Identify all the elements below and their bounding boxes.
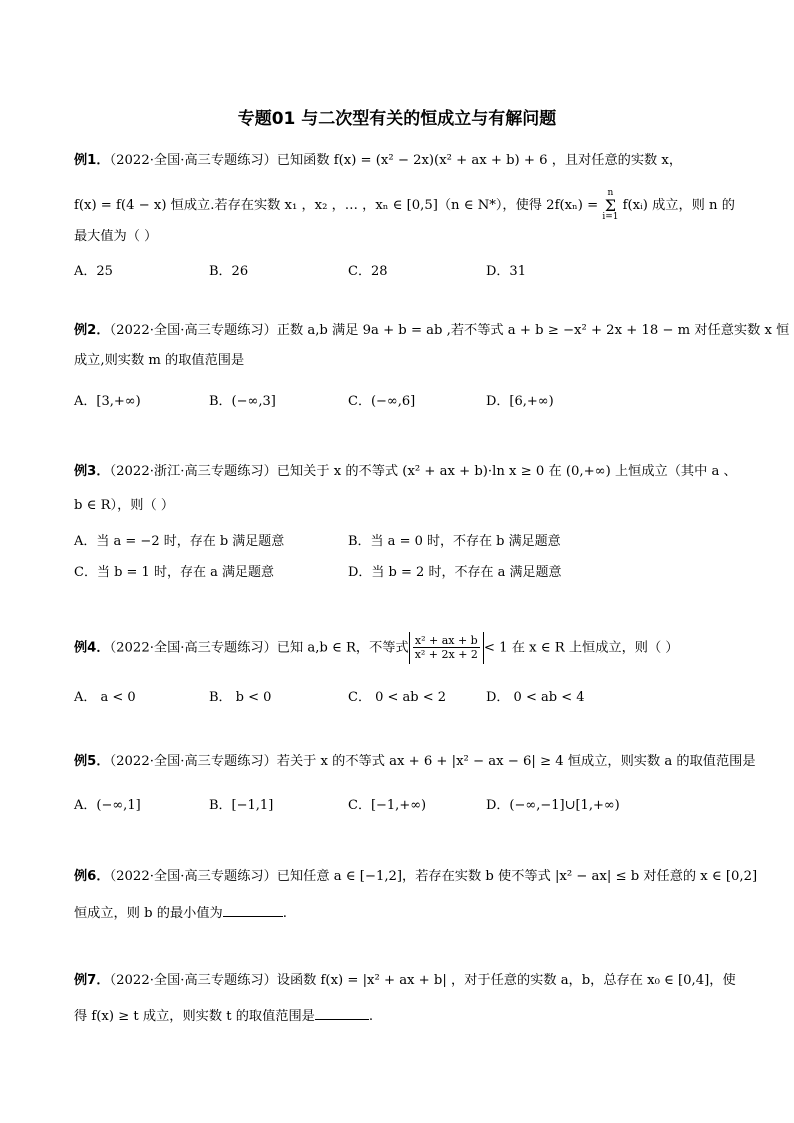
- question-3-text-1: 已知关于 x 的不等式 (x² + ax + b)·ln x ≥ 0 在 (0,+∞) 上恒成立（其中 a 、: [276, 464, 737, 479]
- question-1-text-1: 已知函数 f(x) = (x² − 2x)(x² + ax + b) + 6 ，且对任意的实数 x，: [276, 153, 683, 168]
- question-2-source: （2022·全国·高三专题练习）: [109, 323, 277, 338]
- question-4-source: （2022·全国·高三专题练习）: [109, 640, 277, 656]
- absolute-value-fraction: [409, 632, 484, 664]
- question-2-line-1: [74, 321, 789, 341]
- question-7-line-2: [74, 1007, 373, 1027]
- question-1-label: 例1．: [74, 153, 110, 168]
- question-3-source: （2022·浙江·高三专题练习）: [109, 464, 277, 479]
- question-5-label: 例5．: [74, 754, 110, 769]
- question-4-option-a: A． a < 0: [74, 690, 136, 705]
- question-3-option-c: C．当 b = 1 时，存在 a 满足题意: [74, 565, 274, 580]
- question-1-option-b: B．26: [209, 264, 249, 279]
- question-6-text-2: 恒成立，则 b 的最小值为: [74, 906, 223, 921]
- question-3-option-b: B．当 a = 0 时，不存在 b 满足题意: [348, 534, 561, 549]
- question-2-option-b: B．(−∞,3]: [209, 394, 276, 409]
- question-1-option-a: A．25: [74, 264, 113, 279]
- question-3-option-d: D．当 b = 2 时，不存在 a 满足题意: [348, 565, 562, 580]
- question-4-text-1a: 已知 a,b ∈ R，不等式: [276, 640, 409, 656]
- question-1-line-1: [74, 151, 682, 171]
- question-4-option-b: B． b < 0: [209, 690, 272, 705]
- question-1-text-2a: f(x) = f(4 − x) 恒成立.若存在实数 x₁ ，x₂ ，… ，xₙ ∈ [0,5]（n ∈ N*），使得 2f(xₙ) =: [74, 198, 603, 213]
- question-1-source: （2022·全国·高三专题练习）: [109, 153, 277, 168]
- question-1-line-3: 最大值为（ ）: [74, 229, 158, 244]
- question-3-line-1: [74, 462, 737, 482]
- sum-lower: i=1: [602, 212, 619, 222]
- question-6-line-2: [74, 904, 287, 924]
- question-6-label: 例6．: [74, 869, 110, 884]
- fraction-denominator: x² + 2x + 2: [414, 648, 478, 661]
- question-2-label: 例2．: [74, 323, 110, 338]
- question-7-source: （2022·全国·高三专题练习）: [109, 973, 277, 988]
- answer-blank[interactable]: [223, 904, 283, 917]
- question-5-text-1: 若关于 x 的不等式 ax + 6 + |x² − ax − 6| ≥ 4 恒成立，则实数 a 的取值范围是: [276, 754, 756, 769]
- page-title: 专题01 与二次型有关的恒成立与有解问题: [237, 109, 557, 129]
- question-5-option-a: A．(−∞,1]: [74, 798, 141, 813]
- question-3-option-a: A．当 a = −2 时，存在 b 满足题意: [74, 534, 285, 549]
- question-6-line-1: [74, 867, 757, 887]
- question-7-label: 例7．: [74, 973, 110, 988]
- answer-blank[interactable]: [315, 1007, 369, 1020]
- sum-upper: n: [607, 188, 614, 198]
- summation-symbol: n Σ i=1: [602, 188, 619, 222]
- question-2-option-d: D．[6,+∞): [486, 394, 554, 409]
- question-4-line-1: [74, 632, 679, 665]
- question-4-option-c: C． 0 < ab < 2: [348, 690, 447, 705]
- question-3-line-2: b ∈ R），则（ ）: [74, 498, 175, 513]
- question-6-text-1: 已知任意 a ∈ [−1,2]，若存在实数 b 使不等式 |x² − ax| ≤ b 对任意的 x ∈ [0,2]: [276, 869, 758, 884]
- question-7-text-1: 设函数 f(x) = |x² + ax + b| ，对于任意的实数 a，b，总存在 x₀ ∈ [0,4]，使: [276, 973, 736, 988]
- question-5-option-c: C．[−1,+∞): [348, 798, 427, 813]
- question-1-option-d: D．31: [486, 264, 526, 279]
- question-6-end: .: [282, 906, 287, 921]
- question-4-label: 例4．: [74, 640, 110, 656]
- question-1-option-c: C．28: [348, 264, 388, 279]
- question-7-text-2: 得 f(x) ≥ t 成立，则实数 t 的取值范围是: [74, 1009, 315, 1024]
- question-1-line-2: [74, 189, 735, 222]
- question-4-option-d: D． 0 < ab < 4: [486, 690, 585, 705]
- question-2-option-c: C．(−∞,6]: [348, 394, 416, 409]
- question-5-option-b: B．[−1,1]: [209, 798, 274, 813]
- question-3-label: 例3．: [74, 464, 110, 479]
- question-5-line-1: [74, 752, 756, 772]
- question-1-text-2b: f(xᵢ) 成立，则 n 的: [618, 198, 735, 213]
- question-6-source: （2022·全国·高三专题练习）: [109, 869, 277, 884]
- fraction-numerator: x² + ax + b: [413, 634, 480, 648]
- question-5-source: （2022·全国·高三专题练习）: [109, 754, 277, 769]
- question-5-option-d: D．(−∞,−1]∪[1,+∞): [486, 798, 620, 813]
- question-2-line-2: 成立,则实数 m 的取值范围是: [74, 353, 245, 368]
- fraction: [413, 634, 480, 661]
- question-2-option-a: A．[3,+∞): [74, 394, 141, 409]
- question-7-end: .: [368, 1009, 374, 1024]
- question-7-line-1: [74, 971, 736, 991]
- question-2-text-1: 正数 a,b 满足 9a + b = ab ,若不等式 a + b ≥ −x² + 2x + 18 − m 对任意实数 x 恒: [276, 323, 790, 338]
- question-4-text-1b: < 1 在 x ∈ R 上恒成立，则（ ）: [483, 640, 679, 656]
